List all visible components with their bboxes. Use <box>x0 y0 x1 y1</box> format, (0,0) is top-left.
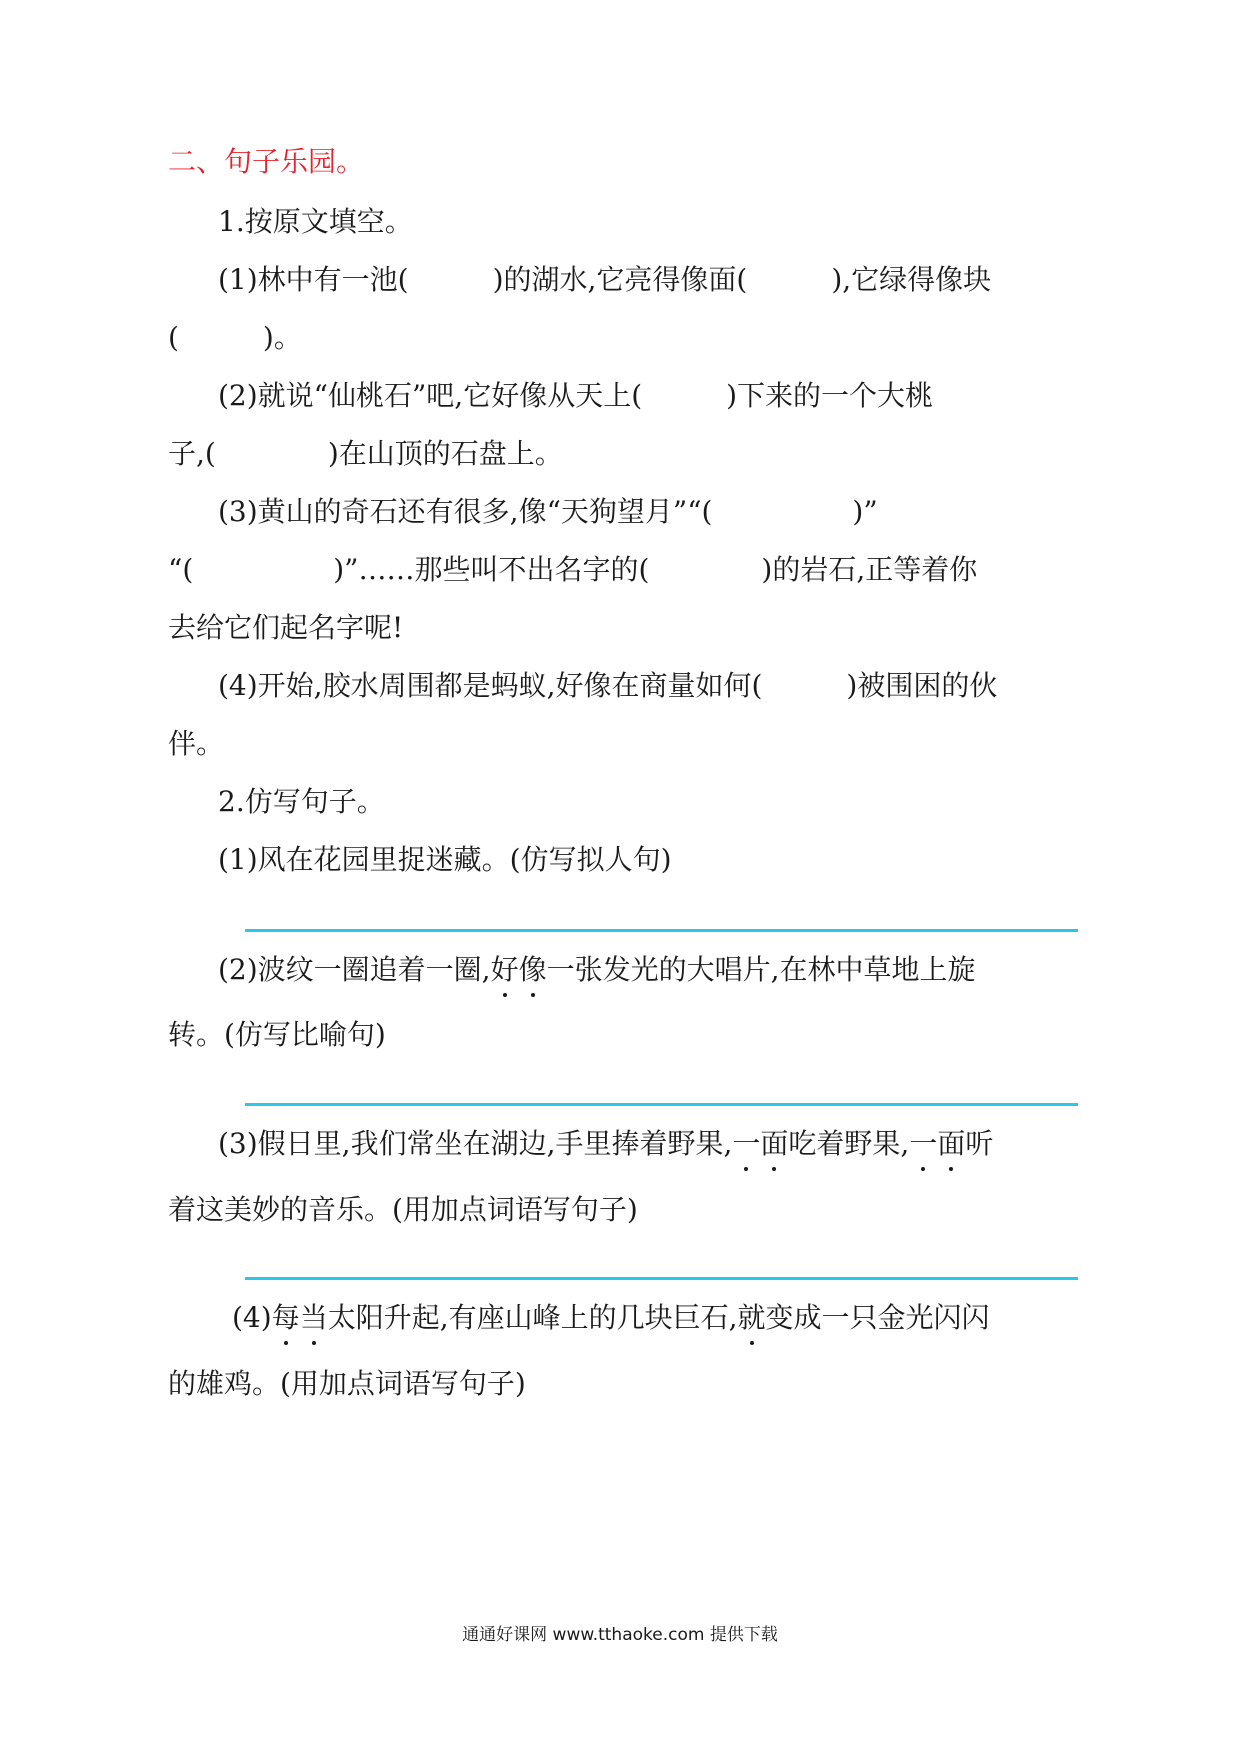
q2-item2-line1: (2)波纹一圈追着一圈,好像一张发光的大唱片,在林中草地上旋 <box>218 950 976 990</box>
q2-item3-line2: 着这美妙的音乐。(用加点词语写句子) <box>168 1193 638 1226</box>
section-title: 二、句子乐园。 <box>168 145 365 178</box>
emphasis-dot-char: 当 <box>300 1298 328 1338</box>
emphasis-dot-char: 面 <box>760 1124 788 1164</box>
q1-item2-line2: 子,( )在山顶的石盘上。 <box>168 437 563 470</box>
q2-item4-line1: (4)每当太阳升起,有座山峰上的几块巨石,就变成一只金光闪闪 <box>232 1298 990 1338</box>
q1-item1-line1: (1)林中有一池( )的湖水,它亮得像面( ),它绿得像块 <box>218 263 992 296</box>
emphasis-dot-char: 每 <box>272 1298 300 1338</box>
emphasis-dot-char: 面 <box>937 1124 965 1164</box>
q1-item4-line2: 伴。 <box>168 727 225 760</box>
q2-item1-line1: (1)风在花园里捉迷藏。(仿写拟人句) <box>218 843 672 876</box>
emphasis-dot-char: 一 <box>909 1124 937 1164</box>
q1-item3-line1: (3)黄山的奇石还有很多,像“天狗望月”“( )” <box>218 495 878 528</box>
q2-title: 2.仿写句子。 <box>218 785 385 818</box>
answer-line-2[interactable] <box>245 1103 1078 1106</box>
q1-item2-line1: (2)就说“仙桃石”吧,它好像从天上( )下来的一个大桃 <box>218 379 934 412</box>
footer-credit: 通通好课网 www.tthaoke.com 提供下载 <box>462 1625 778 1645</box>
emphasis-dot-char: 就 <box>738 1298 766 1338</box>
q2-item2-line2: 转。(仿写比喻句) <box>168 1018 386 1051</box>
q2-item3-line1: (3)假日里,我们常坐在湖边,手里捧着野果,一面吃着野果,一面听 <box>218 1124 993 1164</box>
emphasis-dot-char: 好 <box>491 950 519 990</box>
q1-item3-line2: “( )”……那些叫不出名字的( )的岩石,正等着你 <box>168 553 978 586</box>
q1-item4-line1: (4)开始,胶水周围都是蚂蚁,好像在商量如何( )被围困的伙 <box>218 669 998 702</box>
q2-item4-line2: 的雄鸡。(用加点词语写句子) <box>168 1367 526 1400</box>
q1-item3-line3: 去给它们起名字呢! <box>168 611 404 644</box>
q1-item1-line2: ( )。 <box>168 321 302 354</box>
emphasis-dot-char: 像 <box>519 950 547 990</box>
emphasis-dot-char: 一 <box>732 1124 760 1164</box>
q1-title: 1.按原文填空。 <box>218 205 413 238</box>
answer-line-3[interactable] <box>245 1277 1078 1280</box>
answer-line-1[interactable] <box>245 929 1078 932</box>
